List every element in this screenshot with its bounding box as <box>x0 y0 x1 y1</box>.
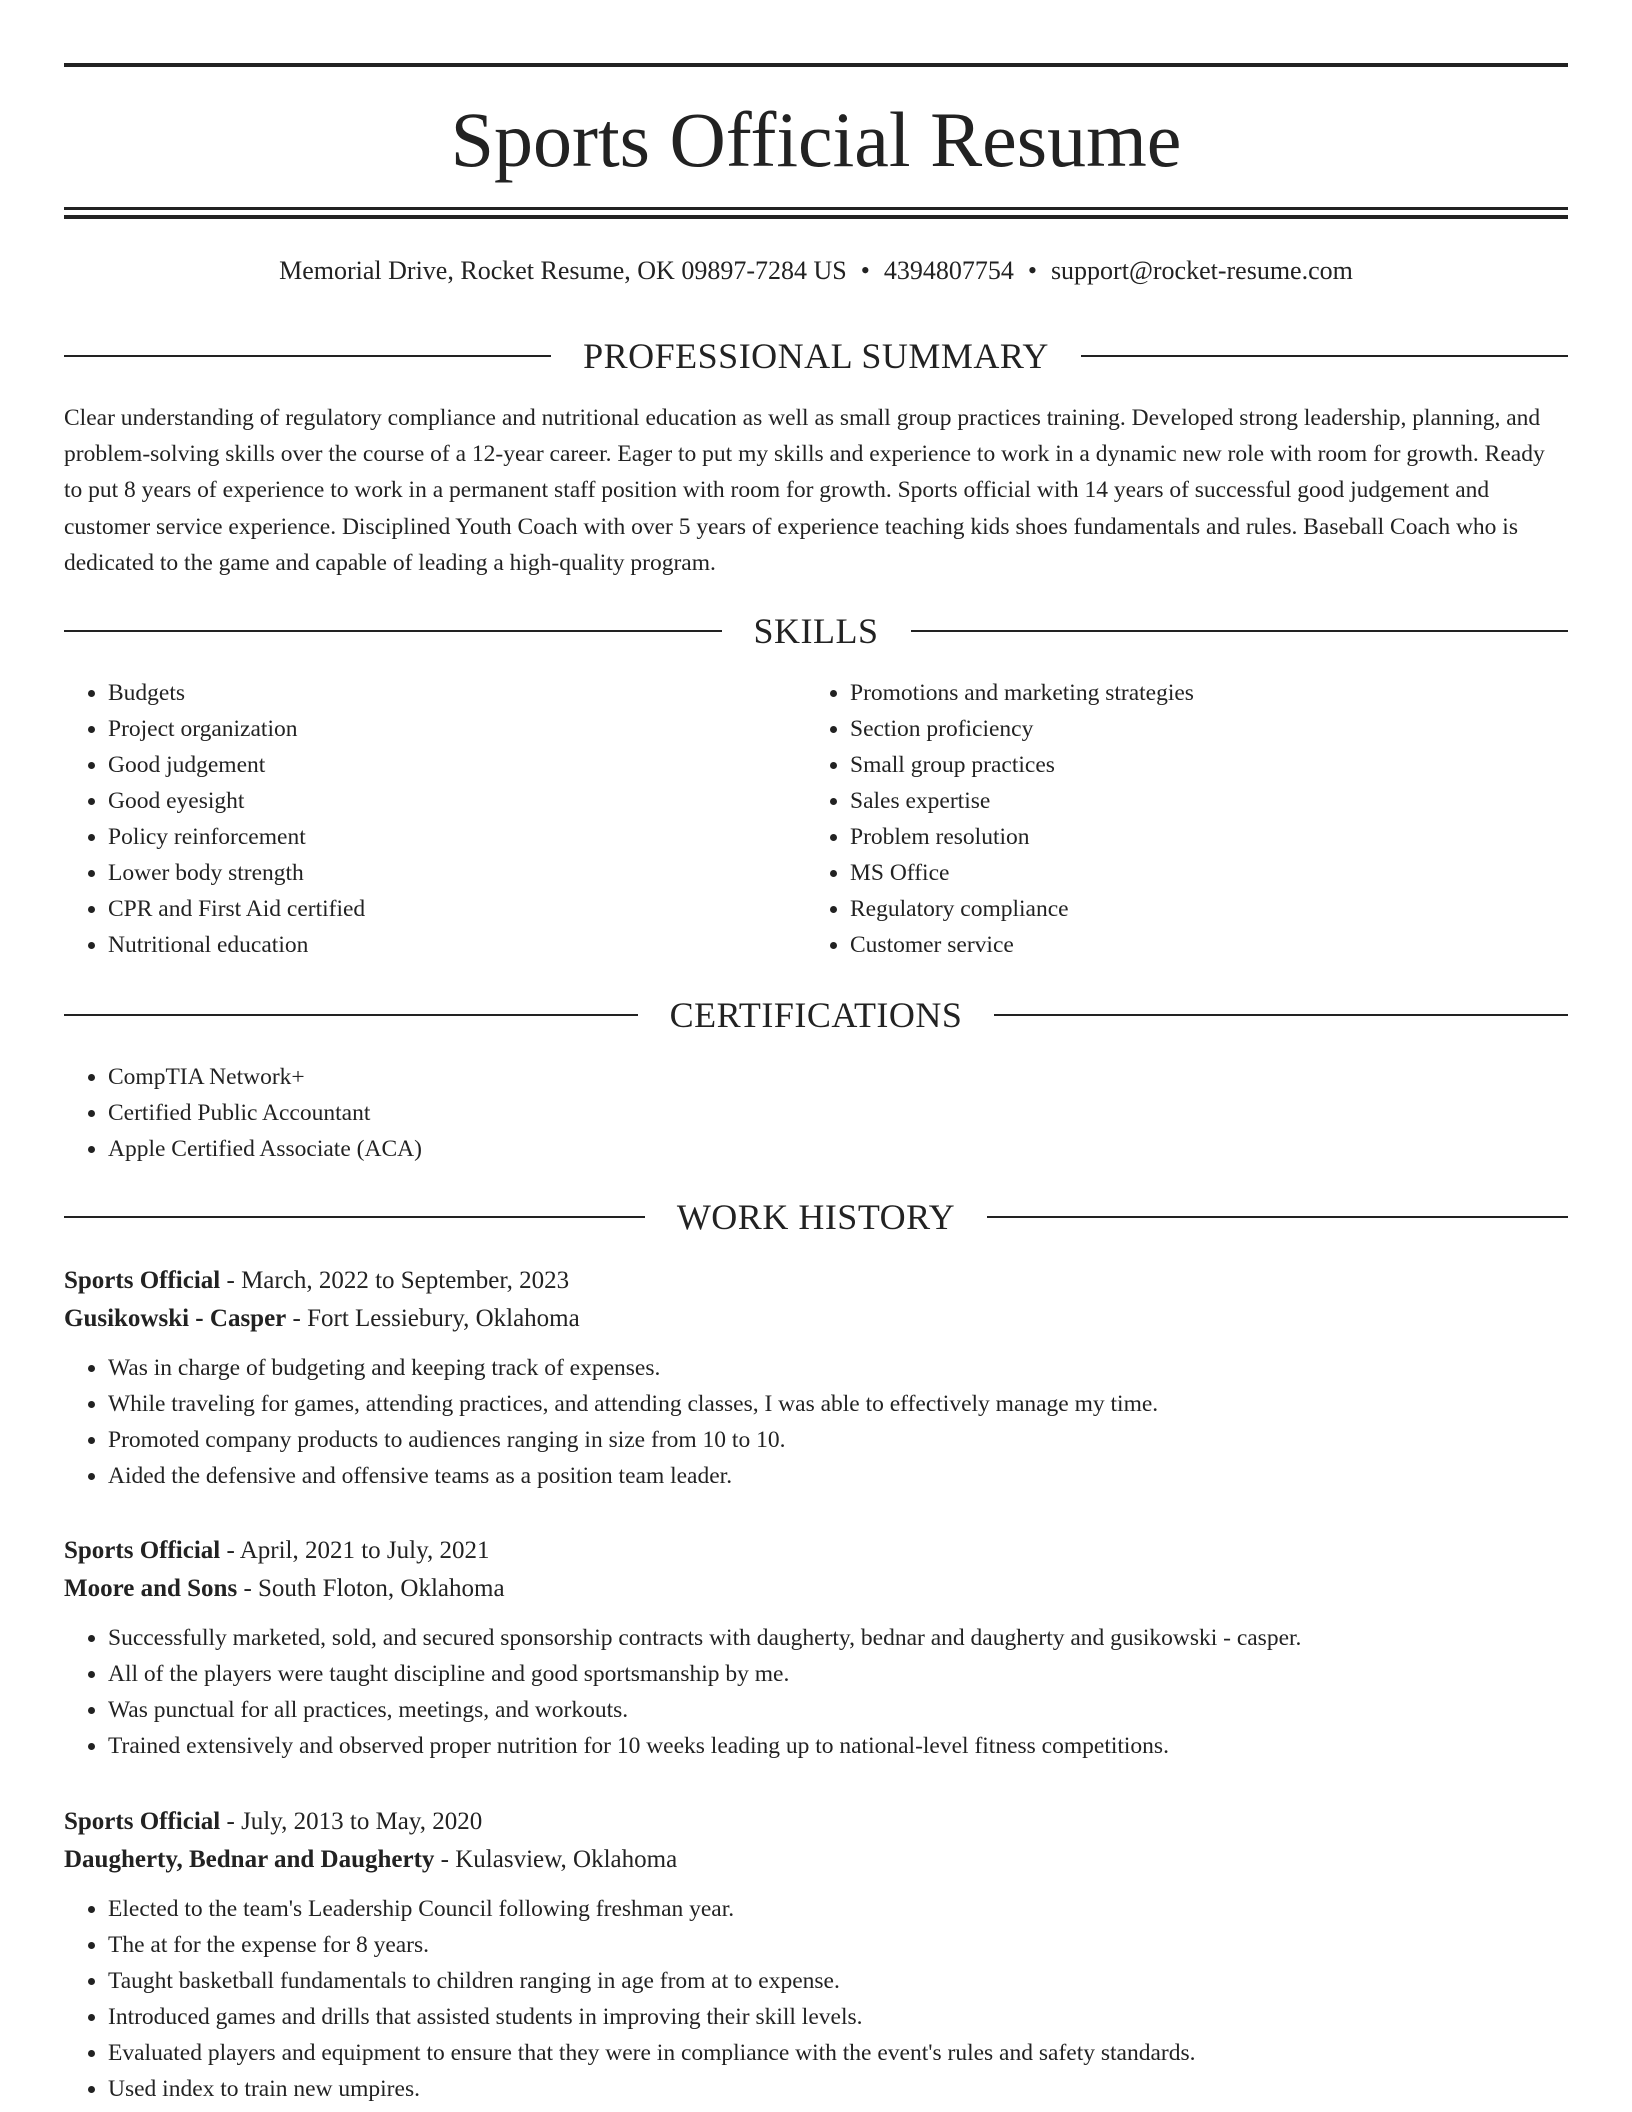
skill-item: • CPR and First Aid certified <box>108 891 764 927</box>
divider-line <box>64 1216 645 1218</box>
contact-info <box>64 254 1568 288</box>
skill-item: • Small group practices <box>850 747 1566 783</box>
page-title: Sports Official Resume <box>450 96 1182 183</box>
skill-item: • Good judgement <box>108 747 764 783</box>
divider-line <box>994 1014 1568 1016</box>
job-duty-item: • Used index to train new umpires. <box>108 2071 1568 2107</box>
section-title: CERTIFICATIONS <box>669 995 963 1035</box>
job-employer-line <box>64 1841 1568 1879</box>
job-entry <box>64 1262 1568 1494</box>
title-double-rule-upper <box>64 207 1568 210</box>
certification-item: • Certified Public Accountant <box>108 1095 1568 1131</box>
job-title-line <box>64 1803 1568 1841</box>
skill-item: • Good eyesight <box>108 783 764 819</box>
job-dates: - July, 2013 to May, 2020 <box>220 1808 483 1835</box>
job-duty-item: • Aided the defensive and offensive teams as a position team leader. <box>108 1458 1568 1494</box>
skill-item: • Policy reinforcement <box>108 819 764 855</box>
skills-column-left <box>64 675 764 963</box>
job-title-line <box>64 1532 1568 1570</box>
job-employer: Daugherty, Bednar and Daugherty <box>64 1846 435 1873</box>
skill-item: • Regulatory compliance <box>850 891 1566 927</box>
job-duty-item: • Was in charge of budgeting and keeping track of expenses. <box>108 1350 1568 1386</box>
section-header-work-history <box>64 1197 1568 1237</box>
certification-item: • Apple Certified Associate (ACA) <box>108 1131 1568 1167</box>
divider-line <box>64 355 551 357</box>
skill-item: • Promotions and marketing strategies <box>850 675 1566 711</box>
job-duty-item: • Promoted company products to audiences ranging in size from 10 to 10. <box>108 1422 1568 1458</box>
job-title: Sports Official <box>64 1537 221 1564</box>
job-employer-line <box>64 1570 1568 1608</box>
skills-list <box>806 675 1566 963</box>
job-dates: - April, 2021 to July, 2021 <box>220 1537 490 1564</box>
skill-item: • Customer service <box>850 927 1566 963</box>
skill-item: • Section proficiency <box>850 711 1566 747</box>
divider-line <box>987 1216 1568 1218</box>
section-header-summary <box>64 336 1568 376</box>
divider-line <box>911 630 1569 632</box>
summary-text: Clear understanding of regulatory compliance and nutritional education as well as small group practices training. Developed strong leadership, planning, and problem-solving skills over the course of a 12-year career. Eager to put my skills and experience to work in a dynamic new role with room for growth. Ready to put 8 years of experience to work in a permanent staff position with room for growth. Sports official with 14 years of successful good judgement and customer service experience. Disciplined Youth Coach with over 5 years of experience teaching kids shoes fundamentals and rules. Baseball Coach who is dedicated to the game and capable of leading a high-quality program. <box>64 405 1545 576</box>
skill-item: • Budgets <box>108 675 764 711</box>
section-header-skills <box>64 611 1568 651</box>
job-duty-item: • Elected to the team's Leadership Council following freshman year. <box>108 1891 1568 1927</box>
job-entry <box>64 1803 1568 2107</box>
job-duty-item: • Was punctual for all practices, meetings, and workouts. <box>108 1692 1568 1728</box>
job-duty-item: • Taught basketball fundamentals to children ranging in age from at to expense. <box>108 1963 1568 1999</box>
skill-item: • Problem resolution <box>850 819 1566 855</box>
job-duty-item: • Evaluated players and equipment to ensure that they were in compliance with the event's rules and safety standards. <box>108 2035 1568 2071</box>
skill-item: • Project organization <box>108 711 764 747</box>
skill-item: • Lower body strength <box>108 855 764 891</box>
top-rule <box>64 63 1568 67</box>
job-duty-item: • Successfully marketed, sold, and secured sponsorship contracts with daugherty, bednar and daugherty and gusikowski - casper. <box>108 1620 1568 1656</box>
contact-address: Memorial Drive, Rocket Resume, OK 09897-7284 US <box>279 256 847 285</box>
job-duty-item: • Introduced games and drills that assisted students in improving their skill levels. <box>108 1999 1568 2035</box>
job-dates: - March, 2022 to September, 2023 <box>220 1267 570 1294</box>
skill-item: • Sales expertise <box>850 783 1566 819</box>
job-title-line <box>64 1262 1568 1300</box>
divider-line <box>1081 355 1568 357</box>
divider-line <box>64 1014 638 1016</box>
skill-item: • MS Office <box>850 855 1566 891</box>
job-duty-item: • While traveling for games, attending practices, and attending classes, I was able to effectively manage my time. <box>108 1386 1568 1422</box>
job-duty-item: • All of the players were taught discipline and good sportsmanship by me. <box>108 1656 1568 1692</box>
job-duties-list <box>64 1891 1568 2107</box>
section-title: PROFESSIONAL SUMMARY <box>583 336 1049 376</box>
job-duties-list <box>64 1620 1568 1764</box>
job-location: - Fort Lessiebury, Oklahoma <box>286 1305 580 1332</box>
skill-item: • Nutritional education <box>108 927 764 963</box>
section-title: SKILLS <box>753 611 879 651</box>
skills-list <box>64 675 764 963</box>
job-location: - Kulasview, Oklahoma <box>434 1846 678 1873</box>
job-duties-list <box>64 1350 1568 1494</box>
certification-item: • CompTIA Network+ <box>108 1059 1568 1095</box>
section-title: WORK HISTORY <box>676 1197 956 1237</box>
contact-separator: • <box>860 256 870 285</box>
skills-column-right <box>806 675 1566 963</box>
contact-email: support@rocket-resume.com <box>1050 256 1353 285</box>
certifications-list <box>64 1059 1568 1167</box>
job-title: Sports Official <box>64 1808 221 1835</box>
contact-separator: • <box>1027 256 1037 285</box>
job-duty-item: • Trained extensively and observed proper nutrition for 10 weeks leading up to national-level fitness competitions. <box>108 1728 1568 1764</box>
contact-phone: 4394807754 <box>883 256 1014 285</box>
certifications <box>64 1059 1568 1167</box>
title-double-rule-lower <box>64 215 1568 219</box>
job-employer: Moore and Sons <box>64 1575 238 1602</box>
job-employer: Gusikowski - Casper <box>64 1305 287 1332</box>
job-duty-item: • The at for the expense for 8 years. <box>108 1927 1568 1963</box>
job-employer-line <box>64 1300 1568 1338</box>
job-location: - South Floton, Oklahoma <box>237 1575 505 1602</box>
section-header-certifications <box>64 995 1568 1035</box>
job-entry <box>64 1532 1568 1764</box>
job-title: Sports Official <box>64 1267 221 1294</box>
divider-line <box>64 630 722 632</box>
